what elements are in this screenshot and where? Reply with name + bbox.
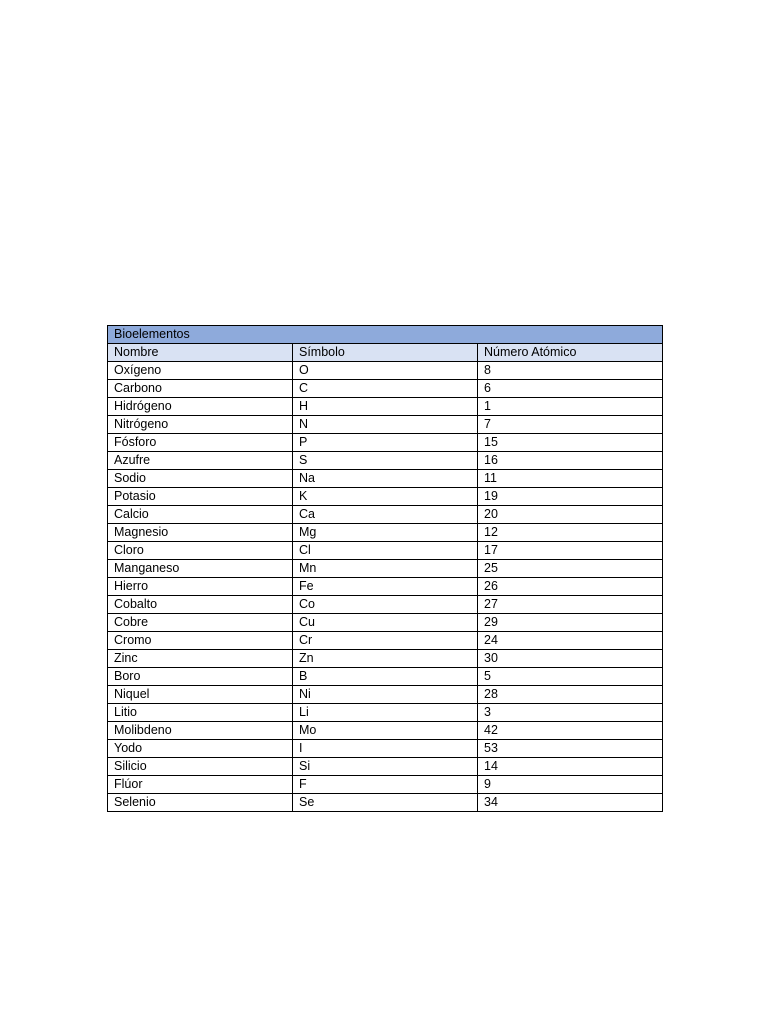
table-header-row xyxy=(108,344,663,362)
table-row xyxy=(108,362,663,380)
cell-simbolo: Co xyxy=(293,596,478,614)
cell-simbolo: Li xyxy=(293,704,478,722)
cell-numero-atomico: 11 xyxy=(478,470,663,488)
cell-numero-atomico: 14 xyxy=(478,758,663,776)
table-row xyxy=(108,524,663,542)
cell-simbolo: H xyxy=(293,398,478,416)
cell-numero-atomico: 28 xyxy=(478,686,663,704)
cell-simbolo: Mg xyxy=(293,524,478,542)
cell-simbolo: Fe xyxy=(293,578,478,596)
cell-numero-atomico: 29 xyxy=(478,614,663,632)
bioelementos-table xyxy=(107,325,663,812)
cell-simbolo: Mn xyxy=(293,560,478,578)
table-row xyxy=(108,758,663,776)
table-row xyxy=(108,398,663,416)
table-row xyxy=(108,704,663,722)
cell-numero-atomico: 20 xyxy=(478,506,663,524)
cell-simbolo: Mo xyxy=(293,722,478,740)
cell-nombre: Niquel xyxy=(108,686,293,704)
cell-numero-atomico: 42 xyxy=(478,722,663,740)
cell-simbolo: Cl xyxy=(293,542,478,560)
table-row xyxy=(108,560,663,578)
cell-nombre: Sodio xyxy=(108,470,293,488)
table-row xyxy=(108,506,663,524)
table-row xyxy=(108,578,663,596)
column-header-simbolo: Símbolo xyxy=(293,344,478,362)
cell-nombre: Potasio xyxy=(108,488,293,506)
cell-nombre: Fósforo xyxy=(108,434,293,452)
cell-numero-atomico: 26 xyxy=(478,578,663,596)
cell-simbolo: Ni xyxy=(293,686,478,704)
table-title: Bioelementos xyxy=(108,326,663,344)
table-title-row xyxy=(108,326,663,344)
cell-simbolo: Si xyxy=(293,758,478,776)
cell-numero-atomico: 19 xyxy=(478,488,663,506)
column-header-numero-atomico: Número Atómico xyxy=(478,344,663,362)
cell-nombre: Litio xyxy=(108,704,293,722)
cell-numero-atomico: 15 xyxy=(478,434,663,452)
cell-numero-atomico: 24 xyxy=(478,632,663,650)
cell-simbolo: K xyxy=(293,488,478,506)
cell-simbolo: F xyxy=(293,776,478,794)
cell-numero-atomico: 17 xyxy=(478,542,663,560)
cell-nombre: Cromo xyxy=(108,632,293,650)
cell-simbolo: Na xyxy=(293,470,478,488)
cell-numero-atomico: 27 xyxy=(478,596,663,614)
cell-numero-atomico: 5 xyxy=(478,668,663,686)
cell-numero-atomico: 8 xyxy=(478,362,663,380)
cell-nombre: Yodo xyxy=(108,740,293,758)
cell-nombre: Flúor xyxy=(108,776,293,794)
cell-simbolo: N xyxy=(293,416,478,434)
table-row xyxy=(108,542,663,560)
cell-simbolo: Ca xyxy=(293,506,478,524)
table-row xyxy=(108,650,663,668)
cell-simbolo: Cu xyxy=(293,614,478,632)
cell-nombre: Cobre xyxy=(108,614,293,632)
table-row xyxy=(108,596,663,614)
cell-simbolo: Zn xyxy=(293,650,478,668)
cell-nombre: Magnesio xyxy=(108,524,293,542)
cell-nombre: Cobalto xyxy=(108,596,293,614)
cell-nombre: Silicio xyxy=(108,758,293,776)
cell-nombre: Oxígeno xyxy=(108,362,293,380)
table-row xyxy=(108,488,663,506)
cell-numero-atomico: 53 xyxy=(478,740,663,758)
cell-numero-atomico: 12 xyxy=(478,524,663,542)
cell-simbolo: C xyxy=(293,380,478,398)
cell-numero-atomico: 34 xyxy=(478,794,663,812)
cell-numero-atomico: 3 xyxy=(478,704,663,722)
cell-numero-atomico: 9 xyxy=(478,776,663,794)
cell-numero-atomico: 25 xyxy=(478,560,663,578)
table-row xyxy=(108,380,663,398)
cell-nombre: Azufre xyxy=(108,452,293,470)
table-row xyxy=(108,686,663,704)
table-row xyxy=(108,722,663,740)
cell-nombre: Manganeso xyxy=(108,560,293,578)
cell-simbolo: I xyxy=(293,740,478,758)
cell-numero-atomico: 30 xyxy=(478,650,663,668)
cell-nombre: Hidrógeno xyxy=(108,398,293,416)
cell-numero-atomico: 7 xyxy=(478,416,663,434)
table-row xyxy=(108,776,663,794)
cell-nombre: Zinc xyxy=(108,650,293,668)
column-header-nombre: Nombre xyxy=(108,344,293,362)
table-row xyxy=(108,794,663,812)
cell-nombre: Molibdeno xyxy=(108,722,293,740)
cell-simbolo: B xyxy=(293,668,478,686)
cell-numero-atomico: 16 xyxy=(478,452,663,470)
cell-nombre: Boro xyxy=(108,668,293,686)
cell-nombre: Calcio xyxy=(108,506,293,524)
table-row xyxy=(108,668,663,686)
table-row xyxy=(108,740,663,758)
table-row xyxy=(108,434,663,452)
cell-simbolo: Cr xyxy=(293,632,478,650)
cell-numero-atomico: 6 xyxy=(478,380,663,398)
cell-simbolo: S xyxy=(293,452,478,470)
table-row xyxy=(108,416,663,434)
table-row xyxy=(108,632,663,650)
table-row xyxy=(108,470,663,488)
cell-numero-atomico: 1 xyxy=(478,398,663,416)
cell-nombre: Selenio xyxy=(108,794,293,812)
cell-simbolo: Se xyxy=(293,794,478,812)
cell-nombre: Nitrógeno xyxy=(108,416,293,434)
cell-nombre: Hierro xyxy=(108,578,293,596)
table-row xyxy=(108,614,663,632)
cell-nombre: Cloro xyxy=(108,542,293,560)
cell-simbolo: P xyxy=(293,434,478,452)
table-row xyxy=(108,452,663,470)
cell-nombre: Carbono xyxy=(108,380,293,398)
cell-simbolo: O xyxy=(293,362,478,380)
